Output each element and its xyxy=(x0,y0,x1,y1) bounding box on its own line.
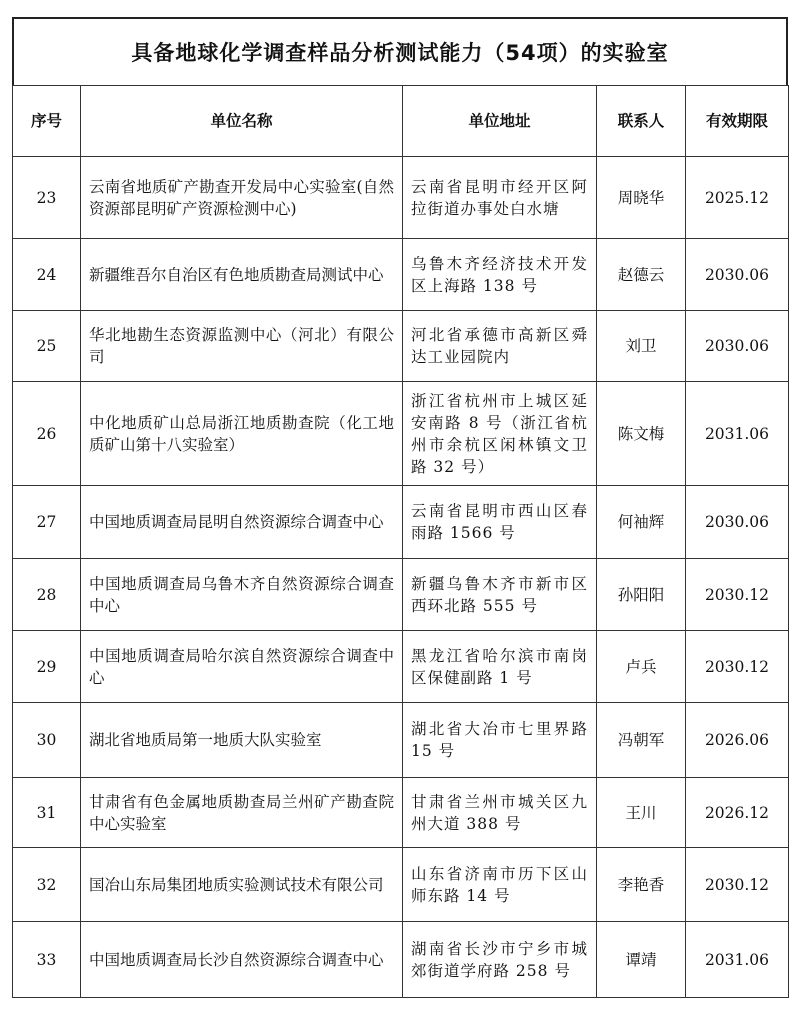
cell-no: 30 xyxy=(13,703,81,778)
cell-valid: 2030.06 xyxy=(686,486,789,559)
table-row xyxy=(13,922,789,998)
cell-contact: 何袖辉 xyxy=(597,486,686,559)
cell-address: 湖南省长沙市宁乡市城郊街道学府路 258 号 xyxy=(403,922,597,998)
page-title: 具备地球化学调查样品分析测试能力（54项）的实验室 xyxy=(12,17,788,85)
cell-address: 甘肃省兰州市城关区九州大道 388 号 xyxy=(403,778,597,848)
cell-address: 云南省昆明市西山区春雨路 1566 号 xyxy=(403,486,597,559)
header-name: 单位名称 xyxy=(81,86,403,157)
cell-valid: 2030.06 xyxy=(686,239,789,311)
cell-no: 31 xyxy=(13,778,81,848)
cell-address: 山东省济南市历下区山师东路 14 号 xyxy=(403,848,597,922)
cell-valid: 2030.12 xyxy=(686,631,789,703)
cell-address: 乌鲁木齐经济技术开发区上海路 138 号 xyxy=(403,239,597,311)
cell-no: 32 xyxy=(13,848,81,922)
table-row xyxy=(13,157,789,239)
cell-valid: 2025.12 xyxy=(686,157,789,239)
cell-contact: 陈文梅 xyxy=(597,382,686,486)
header-no: 序号 xyxy=(13,86,81,157)
cell-name: 中国地质调查局乌鲁木齐自然资源综合调查中心 xyxy=(81,559,403,631)
cell-contact: 冯朝军 xyxy=(597,703,686,778)
cell-contact: 赵德云 xyxy=(597,239,686,311)
table-row xyxy=(13,778,789,848)
table-row xyxy=(13,311,789,382)
cell-no: 29 xyxy=(13,631,81,703)
cell-name: 中国地质调查局哈尔滨自然资源综合调查中心 xyxy=(81,631,403,703)
cell-name: 中化地质矿山总局浙江地质勘查院（化工地质矿山第十八实验室） xyxy=(81,382,403,486)
cell-name: 中国地质调查局长沙自然资源综合调查中心 xyxy=(81,922,403,998)
cell-valid: 2026.06 xyxy=(686,703,789,778)
cell-name: 华北地勘生态资源监测中心（河北）有限公司 xyxy=(81,311,403,382)
cell-contact: 卢兵 xyxy=(597,631,686,703)
table-row xyxy=(13,382,789,486)
cell-valid: 2031.06 xyxy=(686,382,789,486)
table-row xyxy=(13,848,789,922)
cell-valid: 2026.12 xyxy=(686,778,789,848)
cell-no: 26 xyxy=(13,382,81,486)
table-row xyxy=(13,559,789,631)
cell-address: 云南省昆明市经开区阿拉街道办事处白水塘 xyxy=(403,157,597,239)
cell-contact: 孙阳阳 xyxy=(597,559,686,631)
cell-address: 浙江省杭州市上城区延安南路 8 号（浙江省杭州市余杭区闲林镇文卫路 32 号） xyxy=(403,382,597,486)
cell-address: 新疆乌鲁木齐市新市区西环北路 555 号 xyxy=(403,559,597,631)
table-row xyxy=(13,703,789,778)
cell-name: 中国地质调查局昆明自然资源综合调查中心 xyxy=(81,486,403,559)
cell-no: 33 xyxy=(13,922,81,998)
cell-valid: 2030.12 xyxy=(686,848,789,922)
cell-no: 25 xyxy=(13,311,81,382)
cell-no: 28 xyxy=(13,559,81,631)
cell-address: 湖北省大冶市七里界路 15 号 xyxy=(403,703,597,778)
table-row xyxy=(13,239,789,311)
cell-valid: 2030.12 xyxy=(686,559,789,631)
header-contact: 联系人 xyxy=(597,86,686,157)
document-sheet xyxy=(12,17,788,998)
cell-contact: 谭靖 xyxy=(597,922,686,998)
laboratory-table xyxy=(12,85,789,998)
cell-contact: 刘卫 xyxy=(597,311,686,382)
table-row xyxy=(13,631,789,703)
cell-address: 河北省承德市高新区舜达工业园院内 xyxy=(403,311,597,382)
cell-name: 国冶山东局集团地质实验测试技术有限公司 xyxy=(81,848,403,922)
cell-contact: 周晓华 xyxy=(597,157,686,239)
cell-contact: 王川 xyxy=(597,778,686,848)
cell-valid: 2030.06 xyxy=(686,311,789,382)
cell-valid: 2031.06 xyxy=(686,922,789,998)
cell-name: 新疆维吾尔自治区有色地质勘查局测试中心 xyxy=(81,239,403,311)
cell-no: 27 xyxy=(13,486,81,559)
cell-no: 24 xyxy=(13,239,81,311)
cell-name: 甘肃省有色金属地质勘查局兰州矿产勘查院中心实验室 xyxy=(81,778,403,848)
cell-contact: 李艳香 xyxy=(597,848,686,922)
cell-name: 湖北省地质局第一地质大队实验室 xyxy=(81,703,403,778)
cell-no: 23 xyxy=(13,157,81,239)
header-row xyxy=(13,86,789,157)
cell-name: 云南省地质矿产勘查开发局中心实验室(自然资源部昆明矿产资源检测中心) xyxy=(81,157,403,239)
table-row xyxy=(13,486,789,559)
header-valid: 有效期限 xyxy=(686,86,789,157)
cell-address: 黑龙江省哈尔滨市南岗区保健副路 1 号 xyxy=(403,631,597,703)
header-address: 单位地址 xyxy=(403,86,597,157)
